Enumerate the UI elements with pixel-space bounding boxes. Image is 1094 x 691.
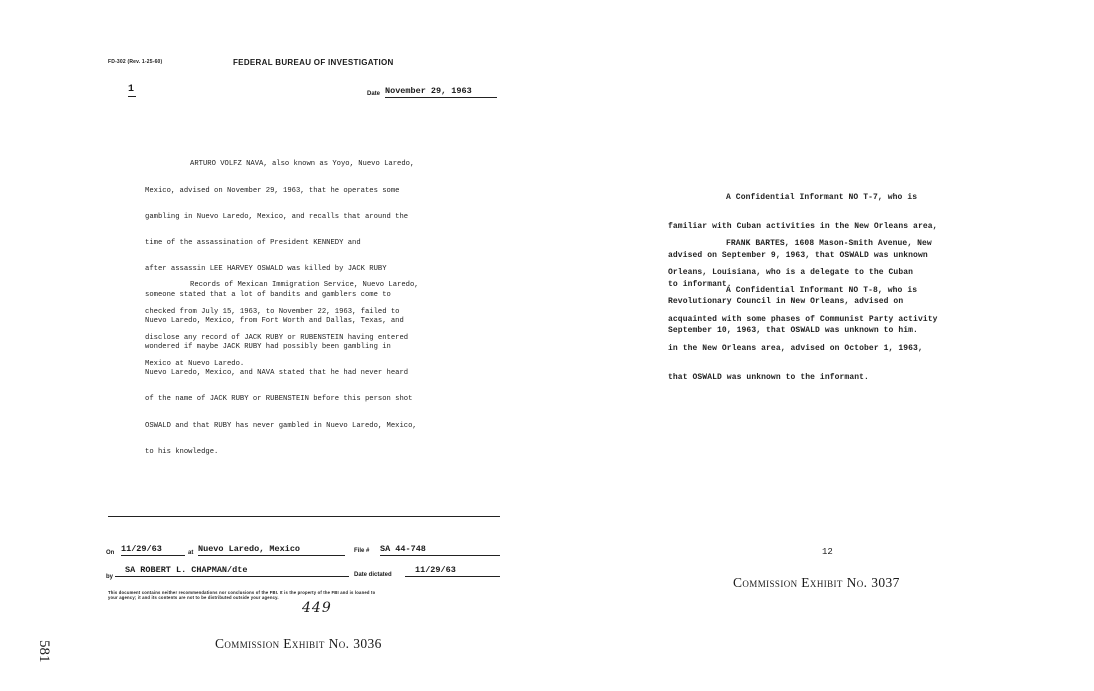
footer-divider (108, 516, 500, 517)
body-line: Revolutionary Council in New Orleans, advised on (668, 296, 904, 306)
body-line: familiar with Cuban activities in the New Orleans area, (668, 221, 938, 231)
on-value: 11/29/63 (121, 544, 185, 556)
file-label: File # (354, 548, 370, 554)
body-line: FRANK BARTES, 1608 Mason-Smith Avenue, New (726, 239, 932, 249)
on-label: On (106, 550, 115, 556)
body-paragraph-2 (145, 264, 419, 386)
body-line: Mexico at Nuevo Laredo. (145, 359, 245, 368)
side-page-number: 581 (36, 640, 52, 663)
body-line: Records of Mexican Immigration Service, Nuevo Laredo, (190, 281, 419, 290)
disclaimer (108, 590, 503, 600)
page-number: 1 (128, 84, 135, 95)
date-value: November 29, 1963 (385, 86, 497, 98)
body-line: acquainted with some phases of Communist Party activity (668, 314, 938, 324)
file-value: SA 44-748 (380, 544, 500, 556)
body-line: A Confidential Informant NO T-7, who is (726, 193, 918, 203)
body-line: to informant. (668, 279, 732, 289)
body-line: wondered if maybe JACK RUBY had possibly been gambling in (145, 343, 391, 352)
body-line: advised on September 9, 1963, that OSWALD was unknown (668, 250, 928, 260)
body-line: after assassin LEE HARVEY OSWALD was killed by JACK RUBY (145, 264, 387, 273)
body-line: A Confidential Informant NO T-8, who is (726, 286, 918, 296)
by-value: SA ROBERT L. CHAPMAN/dte (115, 565, 349, 577)
handwritten-number: 449 (302, 600, 332, 616)
disclaimer-line: This document contains neither recommendations nor conclusions of the FBI. It is the property of the FBI and is loaned to (108, 590, 376, 595)
body-line: Nuevo Laredo, Mexico, from Fort Worth and Dallas, Texas, and (145, 317, 404, 326)
agency-title: FEDERAL BUREAU OF INVESTIGATION (233, 58, 394, 67)
body-line: disclose any record of JACK RUBY or RUBENSTEIN having entered (145, 333, 409, 342)
body-line: OSWALD and that RUBY has never gambled in Nuevo Laredo, Mexico, (145, 421, 417, 430)
body-line: that OSWALD was unknown to the informant. (668, 372, 869, 382)
body-line: Nuevo Laredo, Mexico, and NAVA stated that he had never heard (145, 369, 409, 378)
body-line: Mexico, advised on November 29, 1963, that he operates some (145, 186, 400, 195)
date-label: Date (367, 91, 381, 97)
body-line: September 10, 1963, that OSWALD was unknown to him. (668, 325, 918, 335)
body-line: in the New Orleans area, advised on October 1, 1963, (668, 343, 923, 353)
body-line: gambling in Nuevo Laredo, Mexico, and recalls that around the (145, 212, 409, 221)
at-label: at (188, 550, 194, 556)
body-line: ARTURO VOLFZ NAVA, also known as Yoyo, Nuevo Laredo, (190, 160, 415, 169)
by-label: by (106, 574, 114, 580)
at-value: Nuevo Laredo, Mexico (198, 544, 345, 556)
page-number-underline (128, 96, 136, 97)
right-page-number: 12 (822, 547, 833, 557)
form-number: FD-302 (Rev. 1-25-60) (108, 59, 163, 65)
exhibit-label-3036: Commission Exhibit No. 3036 (215, 636, 382, 651)
dictated-label: Date dictated (354, 572, 392, 578)
body-line: of the name of JACK RUBY or RUBENSTEIN before this person shot (145, 395, 413, 404)
body-line: someone stated that a lot of bandits and gamblers come to (145, 290, 391, 299)
body-line: time of the assassination of President KENNEDY and (145, 238, 361, 247)
body-line: Orleans, Louisiana, who is a delegate to the Cuban (668, 267, 914, 277)
body-line: checked from July 15, 1963, to November 22, 1963, failed to (145, 307, 400, 316)
body-line: to his knowledge. (145, 447, 219, 456)
right-paragraph-3 (668, 267, 938, 401)
exhibit-label-3037: Commission Exhibit No. 3037 (733, 575, 900, 590)
dictated-value: 11/29/63 (405, 565, 500, 577)
disclaimer-line: your agency; it and its contents are not to be distributed outside your agency. (108, 595, 279, 601)
